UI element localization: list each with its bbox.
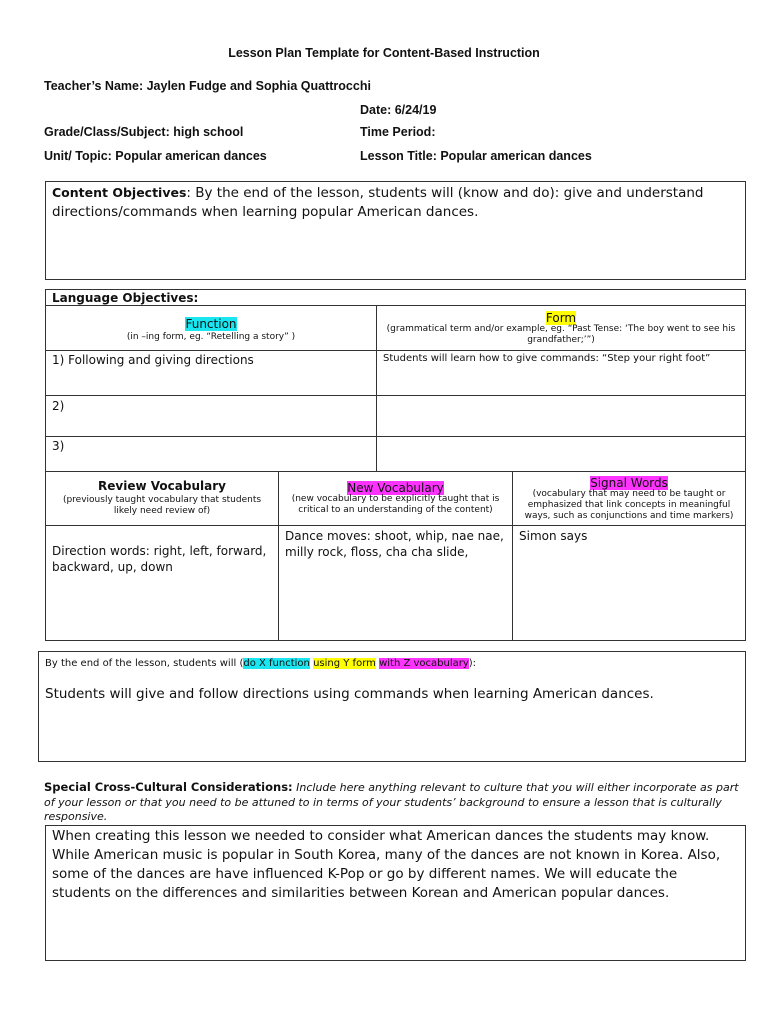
language-objectives-label: Language Objectives: xyxy=(52,291,199,305)
review-vocabulary-header xyxy=(45,471,279,526)
highlight-form: using Y form xyxy=(313,658,376,669)
objective-summary-prompt: By the end of the lesson, students will (do X function using Y form with Z vocabulary): xyxy=(45,658,477,669)
review-vocabulary-cell: Direction words: right, left, forward, backward, up, down xyxy=(45,525,279,641)
highlight-function: do X function xyxy=(243,658,310,669)
form-row-2 xyxy=(376,395,746,437)
date: Date: 6/24/19 xyxy=(360,103,437,117)
lesson-title: Lesson Title: Popular american dances xyxy=(360,149,592,163)
new-vocabulary-subtitle: (new vocabulary to be explicitly taught that is critical to an understanding of the content) xyxy=(291,494,500,515)
signal-words-subtitle: (vocabulary that may need to be taught or emphasized that link concepts in meaningful ways, such as conjunctions and time markers) xyxy=(524,489,734,521)
unit-topic: Unit/ Topic: Popular american dances xyxy=(44,149,267,163)
objective-summary-text: Students will give and follow directions using commands when learning American dances. xyxy=(45,686,654,702)
function-row-2: 2) xyxy=(45,395,377,437)
function-header xyxy=(45,305,377,351)
form-title: Form xyxy=(545,311,577,325)
form-subtitle: (grammatical term and/or example, eg. “Past Tense: ‘The boy went to see his grandfather;’”) xyxy=(386,324,736,345)
document-title: Lesson Plan Template for Content-Based Instruction xyxy=(228,46,540,60)
cross-cultural-label: Special Cross-Cultural Considerations: xyxy=(44,780,293,794)
form-row-3 xyxy=(376,436,746,472)
new-vocabulary-header xyxy=(278,471,513,526)
cross-cultural-instructions: Include here anything relevant to culture that you will either incorporate as part of your lesson or that you need to be attuned to in terms of your students’ background to ensure a lesson that is culturally responsive. xyxy=(44,781,739,823)
function-subtitle: (in –ing form, eg. “Retelling a story” ) xyxy=(126,332,296,342)
language-objectives-header xyxy=(45,289,746,306)
new-vocabulary-cell: Dance moves: shoot, whip, nae nae, milly rock, floss, cha cha slide, xyxy=(278,525,513,641)
grade-class-subject: Grade/Class/Subject: high school xyxy=(44,125,244,139)
objective-summary-box xyxy=(38,651,746,762)
function-row-1: 1) Following and giving directions xyxy=(45,350,377,396)
cross-cultural-box xyxy=(45,825,746,961)
content-objectives-label: Content Objectives xyxy=(52,185,187,200)
review-vocabulary-title: Review Vocabulary xyxy=(98,479,226,493)
time-period: Time Period: xyxy=(360,125,436,139)
content-objectives-box xyxy=(45,181,746,280)
new-vocabulary-title: New Vocabulary xyxy=(347,481,444,495)
form-header xyxy=(376,305,746,351)
cross-cultural-heading xyxy=(44,780,744,825)
cross-cultural-text: When creating this lesson we needed to consider what American dances the students may know. While American music is popular in South Korea, many of the dances are not known in Korea. Also, some of the dances are have influenced K-Pop or go by different names. We will educate the students on the differences and similarities between Korean and American popular dances. xyxy=(52,828,721,901)
signal-words-header xyxy=(512,471,746,526)
teacher-name: Teacher’s Name: Jaylen Fudge and Sophia Quattrocchi xyxy=(44,79,371,93)
function-row-3: 3) xyxy=(45,436,377,472)
highlight-vocabulary: with Z vocabulary xyxy=(379,658,469,669)
signal-words-title: Signal Words xyxy=(590,476,668,490)
form-row-1: Students will learn how to give commands: “Step your right foot” xyxy=(376,350,746,396)
signal-words-cell: Simon says xyxy=(512,525,746,641)
content-objectives-text: Content Objectives: By the end of the lesson, students will (know and do): give and understand directions/commands when learning popular American dances. xyxy=(52,185,704,220)
function-title: Function xyxy=(185,317,237,331)
review-vocabulary-subtitle: (previously taught vocabulary that students likely need review of) xyxy=(62,495,262,516)
